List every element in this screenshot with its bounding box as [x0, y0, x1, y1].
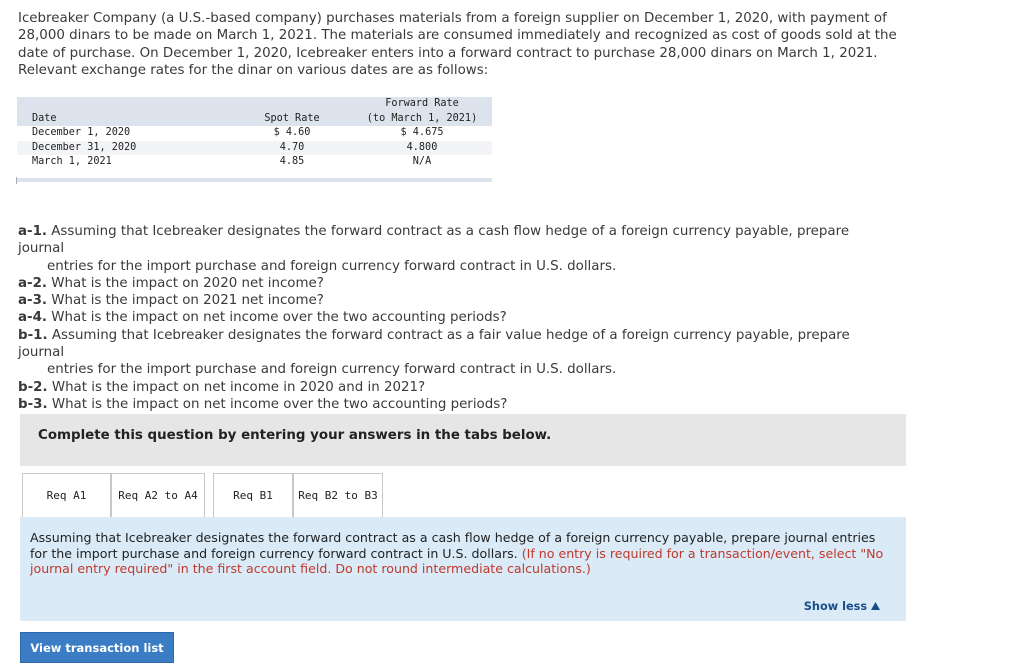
question-number: b-3.	[18, 396, 48, 412]
complete-question-banner	[20, 414, 906, 466]
question-text-continued: entries for the import purchase and foreign currency forward contract in U.S. dollars.	[47, 258, 617, 274]
date-header: Date	[17, 112, 232, 127]
question-text: What is the impact on net income over the two accounting periods?	[51, 396, 508, 412]
view-transaction-list-button[interactable]: View transaction list	[20, 632, 174, 663]
question-number: b-2.	[18, 379, 48, 395]
date-cell: December 31, 2020	[17, 141, 232, 156]
date-cell: December 1, 2020	[17, 126, 232, 141]
table-row	[17, 126, 492, 141]
question-b2	[18, 379, 898, 396]
spot-rate-cell: 4.70	[232, 141, 352, 156]
panel-instructions	[30, 530, 896, 577]
question-text: What is the impact on 2021 net income?	[51, 293, 324, 309]
question-number: a-1.	[18, 224, 47, 239]
question-b1	[18, 327, 898, 379]
question-text-continued: entries for the import purchase and foreign currency forward contract in U.S. dollars.	[47, 362, 617, 378]
forward-rate-cell: $ 4.675	[352, 126, 492, 141]
exchange-rates-table	[17, 97, 492, 184]
question-text: What is the impact on 2020 net income?	[51, 275, 324, 291]
forward-rate-cell: N/A	[352, 155, 492, 170]
table-row	[17, 155, 492, 170]
instruction-note: (If no entry is required for a transaction/event, select "No journal entry required" in the first account field. Do not round intermediate calculations.)	[30, 545, 884, 576]
question-number: b-1.	[18, 327, 48, 343]
spot-rate-cell: $ 4.60	[232, 126, 352, 141]
question-number: a-3.	[18, 293, 47, 309]
table-bottom-rule	[17, 178, 492, 182]
forward-rate-header-line1: Forward Rate	[352, 97, 492, 112]
tab-req-b1[interactable]: Req B1	[213, 473, 293, 517]
question-number: a-2.	[18, 275, 47, 291]
question-text: Assuming that Icebreaker designates the forward contract as a fair value hedge of a foreign currency payable, prepare journal	[18, 327, 850, 361]
question-a4	[18, 309, 898, 326]
forward-rate-header-line2: (to March 1, 2021)	[352, 112, 492, 127]
forward-rate-cell: 4.800	[352, 141, 492, 156]
question-a1	[18, 223, 898, 275]
question-a2	[18, 275, 898, 292]
spot-rate-cell: 4.85	[232, 155, 352, 170]
table-row	[17, 141, 492, 156]
question-number: a-4.	[18, 310, 47, 326]
tab-req-b2-to-b3[interactable]: Req B2 to B3	[293, 473, 383, 517]
table-header-row	[17, 112, 492, 127]
question-text: Assuming that Icebreaker designates the forward contract as a cash flow hedge of a foreign currency payable, prepare journal	[18, 224, 850, 257]
question-list	[18, 223, 898, 413]
problem-intro: Icebreaker Company (a U.S.-based company) purchases materials from a foreign supplier on December 1, 2020, with payment of 28,000 dinars to be made on March 1, 2021. The materials are consumed immediately and recognized as cost of goods sold at the date of purchase. On December 1, 2020, Icebreaker enters into a forward contract to purchase 28,000 dinars on March 1, 2021. Relevant exchange rates for the dinar on various dates are as follows:	[18, 11, 897, 78]
tab-req-a2-to-a4[interactable]: Req A2 to A4	[111, 473, 205, 517]
instruction-text: Assuming that Icebreaker designates the forward contract as a cash flow hedge of a foreign currency payable, prepare journal entries for the import purchase and foreign currency forward contract in U.S. dollars.	[30, 530, 876, 561]
table-header-row	[17, 97, 492, 112]
spot-rate-header: Spot Rate	[232, 112, 352, 127]
show-less-link[interactable]	[804, 600, 880, 613]
question-b3	[18, 396, 898, 413]
banner-text: Complete this question by entering your answers in the tabs below.	[38, 428, 552, 443]
tab-content-panel	[20, 517, 906, 621]
rates-table	[17, 97, 492, 170]
tab-req-a1[interactable]: Req A1	[22, 473, 111, 517]
date-cell: March 1, 2021	[17, 155, 232, 170]
question-text: What is the impact on net income in 2020 and in 2021?	[51, 379, 426, 395]
show-less-label: Show less	[803, 600, 868, 613]
question-a3	[18, 292, 898, 309]
question-text: What is the impact on net income over the two accounting periods?	[51, 310, 507, 326]
triangle-up-icon	[871, 602, 880, 610]
